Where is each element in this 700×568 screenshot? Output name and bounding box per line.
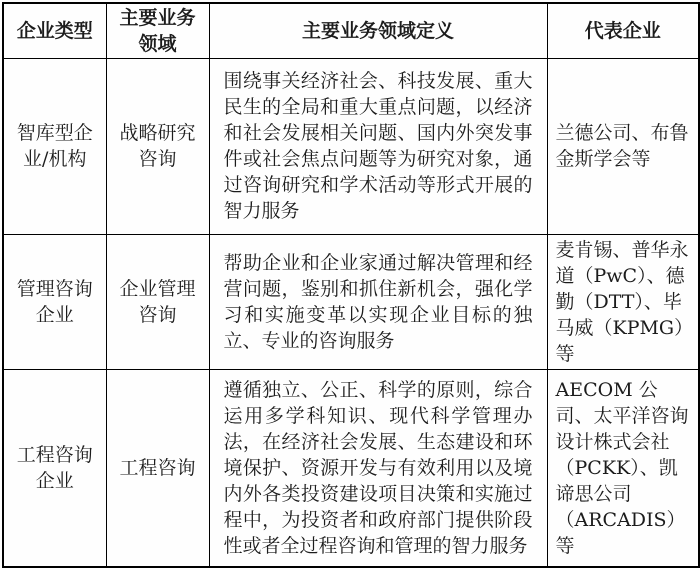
cell-enterprise-type: 工程咨询企业 [3,369,106,567]
table-row [3,58,699,234]
column-header-field-definition: 主要业务领域定义 [209,3,547,58]
cell-enterprise-type: 智库型企业/机构 [3,58,106,234]
table-row [3,234,699,369]
cell-enterprise-type: 管理咨询企业 [3,234,106,369]
cell-business-field: 企业管理咨询 [106,234,209,369]
column-header-business-field: 主要业务领域 [106,3,209,58]
column-header-representative: 代表企业 [547,3,699,58]
cell-business-field: 工程咨询 [106,369,209,567]
column-header-enterprise-type: 企业类型 [3,3,106,58]
cell-field-definition: 围绕事关经济社会、科技发展、重大民生的全局和重大重点问题，以经济和社会发展相关问题、国内外突发事件或社会焦点问题等为研究对象，通过咨询研究和学术活动等形式开展的智力服务 [209,58,547,234]
cell-representative-enterprises: 兰德公司、布鲁金斯学会等 [547,58,699,234]
table-header-row [3,3,699,58]
cell-field-definition: 遵循独立、公正、科学的原则，综合运用多学科知识、现代科学管理办法，在经济社会发展、生态建设和环境保护、资源开发与有效利用以及境内外各类投资建设项目决策和实施过程中，为投资者和政府部门提供阶段性或者全过程咨询和管理的智力服务 [209,369,547,567]
cell-representative-enterprises: 麦肯锡、普华永道（PwC）、德勤（DTT）、毕马威（KPMG）等 [547,234,699,369]
table-row [3,369,699,567]
consulting-enterprise-table [2,2,700,568]
cell-representative-enterprises: AECOM 公司、太平洋咨询设计株式会社（PCKK）、凯谛思公司（ARCADIS）等 [547,369,699,567]
cell-business-field: 战略研究咨询 [106,58,209,234]
cell-field-definition: 帮助企业和企业家通过解决管理和经营问题，鉴别和抓住新机会，强化学习和实施变革以实现企业目标的独立、专业的咨询服务 [209,234,547,369]
